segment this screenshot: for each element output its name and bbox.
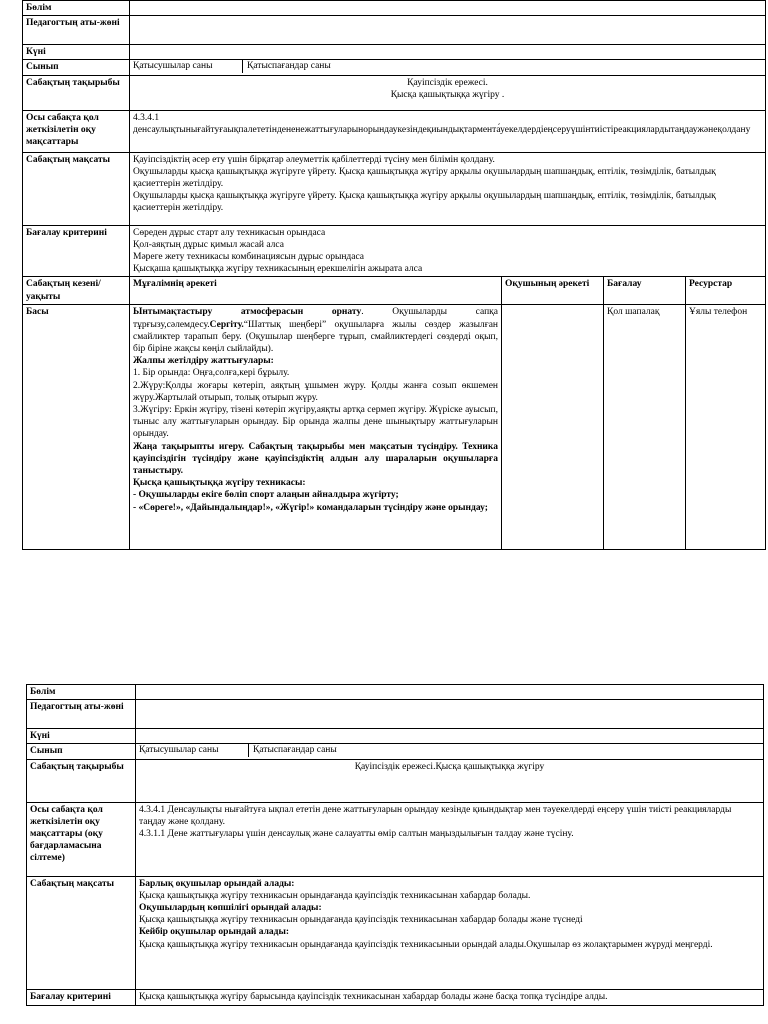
value-criteria <box>130 225 766 277</box>
all-students-text: Қысқа қашықтыққа жүгіру техникасын орындағанда қауіпсіздік техникасынан хабардар болады. <box>139 890 531 901</box>
warmup-text: “Шаттық шеңбері” оқушыларға жылы сөздер жазылған смайликтер тарапып беру. (Оқушылар шеңберге тұрып, смайликтердегі сөздерді оқып, бір біріне жақсы көңіл сыйлайды). <box>133 319 498 355</box>
label-start: Басы <box>23 305 130 550</box>
technique-step-1: - Оқушыларды екіге бөліп спорт алаңын айналдыра жүгірту; <box>133 490 399 501</box>
purpose-line-1: Қауіпсіздіктің әсер ету үшін бірқатар әлеуметтік қабілеттерді түсіну мен білімін қолдану. <box>133 154 495 165</box>
objective-code: 4.3.4.1 <box>133 112 160 123</box>
topic-line-2: Қысқа қашықтыққа жүгіру . <box>390 89 505 100</box>
header-student-actions: Оқушының әрекеті <box>502 277 604 305</box>
label-section: Бөлім <box>23 1 130 16</box>
label-criteria-2: Бағалау критерині <box>27 989 136 1005</box>
criteria-line-2: Қол-аяқтың дұрыс қимыл жасай алса <box>133 239 284 250</box>
most-students-text: Қысқа қашықтыққа жүгіру техникасын орындағанда қауіпсіздік техникасынан хабардар болады және түснеді <box>139 915 583 926</box>
present-count: Қатысушылар саны <box>130 60 243 72</box>
atmosphere-text: . Оқушыларды сапқа тұрғызу,сәлемдесу. <box>133 307 498 330</box>
assessment-value: Қол шапалақ <box>604 305 686 550</box>
student-actions-body <box>502 305 604 550</box>
teacher-actions-body <box>130 305 502 550</box>
most-students-title: Оқушылардың көпшілігі орындай алады: <box>139 903 322 914</box>
value-objectives <box>130 110 766 152</box>
criteria-line-3: Мәреге жету техникасы комбинациясын дұрыс орындаса <box>133 252 365 263</box>
value-teacher <box>130 16 766 45</box>
warmup-title: Сергіту. <box>209 319 244 330</box>
absent-count: Қатыспағандар саны <box>247 61 331 72</box>
label-objectives-2: Осы сабақта қол жеткізілетін оқу мақсаттары (оқу бағдарламасына сілтеме) <box>27 802 136 876</box>
label-purpose: Сабақтың мақсаты <box>23 152 130 225</box>
lesson-plan-table-1 <box>22 0 766 550</box>
label-date-2: Күні <box>27 729 136 744</box>
some-students-text: Қысқа қашықтыққа жүгіру техникасын орындағанда қауіпсіздік техникасыныи орындай алады.Оқушылар өз жолақтарымен жүруді меңгерді. <box>139 939 713 950</box>
some-students-title: Кейбір оқушылар орындай алады: <box>139 927 290 938</box>
label-stage: Сабақтың кезені/ уақыты <box>23 277 130 305</box>
criteria-line-1: Сөреден дұрыс старт алу техникасын орындаса <box>133 227 326 238</box>
value-objectives-2 <box>136 802 764 876</box>
criteria-line-4: Қысқаша қашықтыққа жүгіру техникасының ерекшелігін ажырата алса <box>133 264 423 275</box>
objective-2-1: 4.3.4.1 Денсаулықты нығайтуға ықпал ететін дене жаттығуларын орындау кезінде қиындықтар мен тәуекелдерді еңсеру үшін тиісті реакцияларды таңдау және қолдану. <box>139 804 732 827</box>
value-date-2 <box>136 729 764 744</box>
new-topic: Жаңа тақырыпты игеру. Сабақтың тақырыбы мен мақсатын түсіндіру. Техника қауіпсіздігін түсіндіру және қауіпсіздіктің алдын алу шараларын оқушыларға таныстыру. <box>133 441 498 477</box>
label-section-2: Бөлім <box>27 685 136 700</box>
label-class: Сынып <box>23 60 130 75</box>
label-topic: Сабақтың тақырыбы <box>23 75 130 110</box>
lesson-plan-table-2 <box>26 684 764 1006</box>
label-teacher: Педагогтың аты-жөні <box>23 16 130 45</box>
exercise-2: 2.Жүру:Қолды жоғары көтеріп, аяқтың ұшымен жүру. Қолды жанға созып өкшемен жүру.Жартылай отырып, толық отырып жүру. <box>133 380 498 403</box>
purpose-line-2: Оқушыларды қысқа қашықтыққа жүгіруге үйрету. Қысқа қашықтыққа жүгіру арқылы оқушылардың шапшаңдық, ептілік, төзімділік, батылдық қасиеттерін жетілдіру. <box>133 166 716 190</box>
header-assessment: Бағалау <box>604 277 686 305</box>
attendance-cell-2 <box>136 744 764 759</box>
label-purpose-2: Сабақтың мақсаты <box>27 876 136 989</box>
value-criteria-2: Қысқа қашықтыққа жүгіру барысында қауіпсіздік техникасынан хабардар болады және басқа топқа түсіндіре алды. <box>136 989 764 1005</box>
value-section-2 <box>136 685 764 700</box>
label-objectives: Осы сабақта қол жеткізілетін оқу мақсаттары <box>23 110 130 152</box>
objective-text: денсаулықтынығайтуғаықпалететіндененежаттығуларынорындаукезіндеқиындықтармента́уекелдердіеңсеруүшінтиістіреакциялардытаңдаужәнеқолдану <box>133 124 751 135</box>
technique-step-2: - «Сөреге!», «Дайындалыңдар!», «Жүгір!» командаларын түсіндіру және орындау; <box>133 502 488 513</box>
atmosphere-title: Ынтымақтастыру атмосферасын орнату <box>133 307 362 318</box>
value-purpose-2 <box>136 876 764 989</box>
purpose-line-3: Оқушыларды қысқа қашықтыққа жүгіруге үйрету. Қысқа қашықтыққа жүгіру арқылы оқушылардың шапшаңдық, ептілік, төзімділік, батылдық қасиеттерін жетілдіру. <box>133 191 716 214</box>
header-resources: Ресурстар <box>686 277 766 305</box>
label-date: Күні <box>23 45 130 60</box>
value-teacher-2 <box>136 700 764 729</box>
value-section <box>130 1 766 16</box>
technique-title: Қысқа қашықтыққа жүгіру техникасы: <box>133 478 306 489</box>
absent-count-2: Қатыспағандар саны <box>253 745 337 756</box>
value-topic-2: Қауіпсіздік ережесі.Қысқа қашықтыққа жүгіру <box>136 759 764 802</box>
resources-value: Ұялы телефон <box>686 305 766 550</box>
all-students-title: Барлық оқушылар орындай алады: <box>139 878 295 889</box>
objective-2-2: 4.3.1.1 Дене жаттығулары үшін денсаулық және салауатты өмір салтын маңыздылығын талдау және түсіну. <box>139 829 574 840</box>
header-teacher-actions: Мұғалімнің әрекеті <box>130 277 502 305</box>
attendance-cell <box>130 60 766 75</box>
value-date <box>130 45 766 60</box>
exercise-3: 3.Жүгіру: Еркін жүгіру, тізені көтеріп жүгіру,аяқты артқа сермеп жүгіру. Жүріске ауысып, тыныс алу жаттығуларын орындау. Бір орында жалпы дене шынықтыру жаттығуларын орындау. <box>133 405 498 440</box>
exercise-1: 1. Бір орында: Оңға,солға,кері бұрылу. <box>133 368 290 379</box>
label-topic-2: Сабақтың тақырыбы <box>27 759 136 802</box>
value-topic <box>130 75 766 110</box>
value-purpose <box>130 152 766 225</box>
label-class-2: Сынып <box>27 744 136 759</box>
topic-line-1: Қауіпсіздік ережесі. <box>407 77 488 88</box>
general-exercises-title: Жалпы жетілдіру жаттығулары: <box>133 356 274 367</box>
label-teacher-2: Педагогтың аты-жөні <box>27 700 136 729</box>
label-criteria: Бағалау критерині <box>23 225 130 277</box>
present-count-2: Қатысушылар саны <box>136 744 249 756</box>
